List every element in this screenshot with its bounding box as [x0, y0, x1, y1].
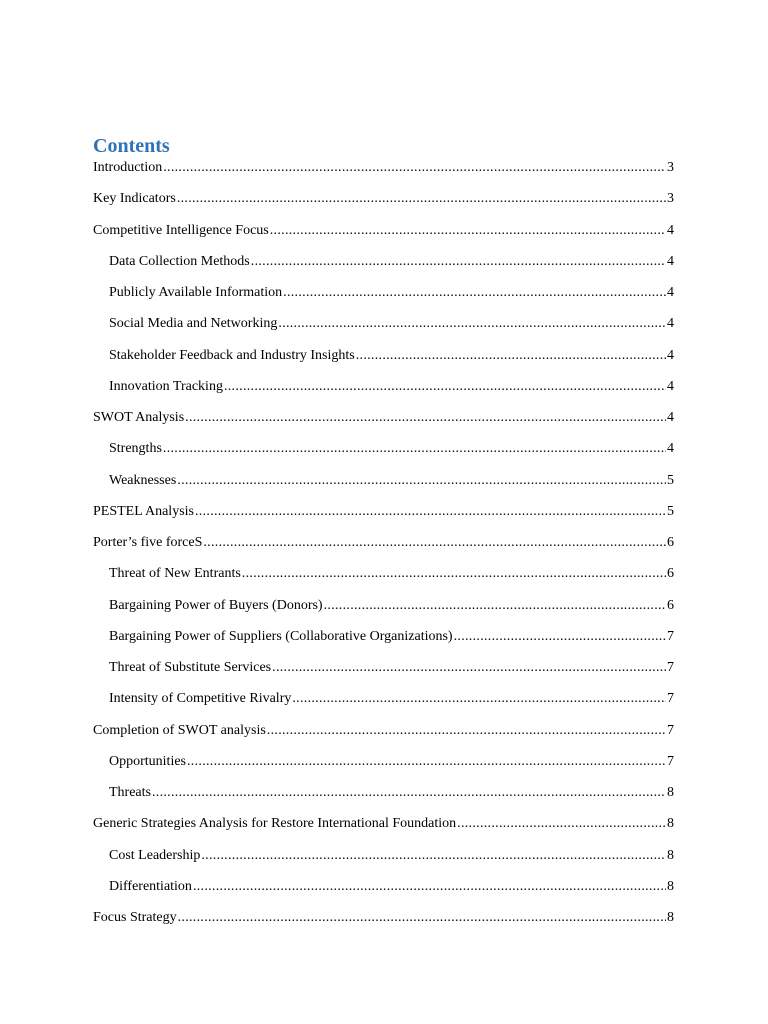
- toc-entry-page-number: 4: [667, 378, 674, 394]
- toc-entry[interactable]: [93, 658, 674, 689]
- toc-dot-leader: [457, 814, 666, 834]
- toc-dot-leader: [242, 564, 666, 584]
- toc-dot-leader: [278, 314, 666, 334]
- toc-entry[interactable]: [93, 408, 674, 439]
- toc-dot-leader: [195, 502, 666, 522]
- toc-entry-title: Cost Leadership: [109, 847, 201, 863]
- toc-dot-leader: [178, 908, 666, 928]
- toc-entry-page-number: 7: [667, 691, 674, 707]
- toc-entry-title: Focus Strategy: [93, 910, 177, 925]
- toc-entry-title: Threat of Substitute Services: [109, 660, 272, 675]
- toc-entry[interactable]: [93, 721, 674, 752]
- toc-dot-leader: [454, 627, 666, 647]
- toc-entry-page-number: 7: [667, 753, 674, 769]
- toc-entry[interactable]: [93, 814, 674, 845]
- toc-dot-leader: [251, 252, 666, 272]
- toc-entry-title: Bargaining Power of Buyers (Donors): [109, 597, 323, 613]
- toc-entry-page-number: 8: [667, 785, 674, 800]
- toc-dot-leader: [270, 221, 666, 241]
- toc-entry-page-number: 8: [667, 910, 674, 925]
- toc-dot-leader: [272, 658, 666, 678]
- toc-entry-title: Social Media and Networking: [109, 316, 278, 332]
- toc-entry[interactable]: [93, 689, 674, 720]
- toc-entry[interactable]: [93, 158, 674, 189]
- toc-entry-page-number: 3: [667, 191, 674, 207]
- toc-entry[interactable]: [93, 596, 674, 627]
- toc-entry[interactable]: [93, 314, 674, 345]
- toc-entry-title: Opportunities: [109, 753, 186, 769]
- toc-entry-page-number: 8: [667, 878, 674, 894]
- toc-entry-title: Innovation Tracking: [109, 378, 223, 394]
- toc-dot-leader: [292, 689, 666, 709]
- toc-entry[interactable]: [93, 377, 674, 408]
- toc-dot-leader: [177, 189, 666, 209]
- toc-entry[interactable]: [93, 846, 674, 877]
- toc-dot-leader: [185, 408, 666, 428]
- toc-entry-page-number: 7: [667, 722, 674, 738]
- toc-entry[interactable]: [93, 283, 674, 314]
- toc-entry-page-number: 4: [667, 316, 674, 332]
- toc-entry-title: Data Collection Methods: [109, 253, 250, 269]
- toc-entry[interactable]: [93, 564, 674, 595]
- toc-entry-title: Bargaining Power of Suppliers (Collaborative Organizations): [109, 628, 453, 644]
- toc-heading: Contents: [93, 135, 170, 157]
- toc-dot-leader: [152, 783, 666, 803]
- toc-entry-page-number: 5: [667, 503, 674, 519]
- toc-entry-title: PESTEL Analysis: [93, 503, 194, 519]
- toc-entry-page-number: 7: [667, 628, 674, 644]
- toc-entry-title: Stakeholder Feedback and Industry Insights: [109, 347, 355, 363]
- toc-entry-title: Differentiation: [109, 878, 192, 894]
- toc-entry-title: Competitive Intelligence Focus: [93, 222, 269, 238]
- toc-entry-title: Strengths: [109, 441, 162, 457]
- toc-entry-title: Intensity of Competitive Rivalry: [109, 691, 292, 707]
- toc-entry-page-number: 4: [667, 410, 674, 425]
- toc-dot-leader: [324, 596, 666, 616]
- toc-dot-leader: [187, 752, 666, 772]
- toc-entry-page-number: 4: [667, 222, 674, 238]
- toc-entry[interactable]: [93, 221, 674, 252]
- toc-entry[interactable]: [93, 346, 674, 377]
- toc-entry-page-number: 4: [667, 441, 674, 457]
- toc-entry-title: Weaknesses: [109, 472, 177, 488]
- toc-entry-page-number: 7: [667, 660, 674, 675]
- toc-entry-title: SWOT Analysis: [93, 410, 185, 425]
- toc-dot-leader: [224, 377, 666, 397]
- toc-entry-page-number: 3: [667, 160, 674, 175]
- toc-dot-leader: [163, 439, 666, 459]
- toc-dot-leader: [177, 471, 666, 491]
- toc-entry-title: Porter’s five forceS: [93, 535, 203, 550]
- toc-dot-leader: [356, 346, 666, 366]
- toc-entry[interactable]: [93, 752, 674, 783]
- toc-dot-leader: [193, 877, 666, 897]
- toc-dot-leader: [203, 533, 666, 553]
- toc-entry[interactable]: [93, 189, 674, 220]
- toc-entry-page-number: 5: [667, 472, 674, 488]
- toc-entry-page-number: 6: [667, 535, 674, 550]
- toc-entry[interactable]: [93, 439, 674, 470]
- toc-entry-title: Publicly Available Information: [109, 285, 283, 300]
- toc-entry-page-number: 4: [667, 285, 674, 300]
- toc-list: [93, 158, 674, 939]
- toc-entry-title: Introduction: [93, 160, 163, 175]
- toc-entry[interactable]: [93, 252, 674, 283]
- toc-entry[interactable]: [93, 783, 674, 814]
- toc-entry[interactable]: [93, 502, 674, 533]
- toc-entry-title: Completion of SWOT analysis: [93, 722, 266, 738]
- toc-entry[interactable]: [93, 627, 674, 658]
- toc-entry-page-number: 6: [667, 566, 674, 582]
- toc-entry-page-number: 8: [667, 847, 674, 863]
- toc-dot-leader: [163, 158, 666, 178]
- toc-entry[interactable]: [93, 877, 674, 908]
- toc-entry-page-number: 4: [667, 253, 674, 269]
- toc-entry[interactable]: [93, 908, 674, 939]
- toc-entry-title: Key Indicators: [93, 191, 176, 207]
- toc-entry-title: Generic Strategies Analysis for Restore International Foundation: [93, 816, 457, 832]
- toc-entry[interactable]: [93, 533, 674, 564]
- toc-entry-title: Threats: [109, 785, 151, 800]
- toc-dot-leader: [267, 721, 666, 741]
- toc-entry-title: Threat of New Entrants: [109, 566, 241, 582]
- toc-dot-leader: [201, 846, 666, 866]
- toc-entry[interactable]: [93, 471, 674, 502]
- toc-entry-page-number: 6: [667, 597, 674, 613]
- toc-entry-page-number: 4: [667, 347, 674, 363]
- toc-dot-leader: [283, 283, 666, 303]
- toc-entry-page-number: 8: [667, 816, 674, 832]
